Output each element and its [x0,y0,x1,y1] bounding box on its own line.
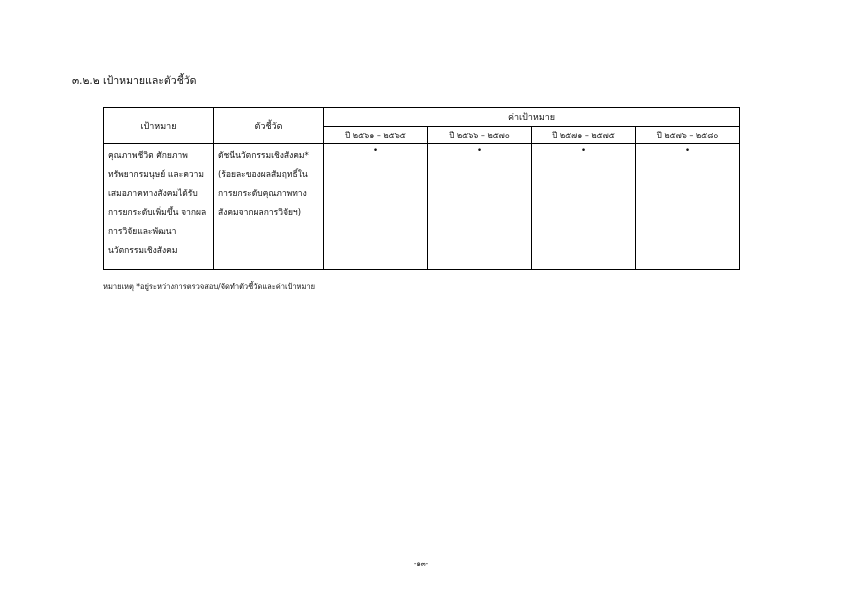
targets-table [103,107,740,270]
target-value-year-3: • [532,144,636,270]
target-value-year-4: • [636,144,740,270]
page-number: -๑๓- [413,560,429,568]
column-header-year-3: ปี ๒๕๗๑ – ๒๕๗๕ [532,127,636,144]
table-footnote: หมายเหตุ *อยู่ระหว่างการตรวจสอบ/จัดทำตัวชี้วัดและค่าเป้าหมาย [103,282,316,291]
goal-cell: คุณภาพชีวิต ศักยภาพทรัพยากรมนุษย์ และความเสมอภาคทางสังคมได้รับการยกระดับเพิ่มขึ้น จากผลการวิจัยและพัฒนานวัตกรรมเชิงสังคม [104,144,214,270]
target-value-year-2: • [428,144,532,270]
table-header-row [104,108,740,127]
table-row [104,144,740,270]
column-header-target-values: ค่าเป้าหมาย [324,108,740,127]
target-value-year-1: • [324,144,428,270]
section-heading: ๓.๒.๒ เป้าหมายและตัวชี้วัด [72,75,197,87]
column-header-year-4: ปี ๒๕๗๖ – ๒๕๘๐ [636,127,740,144]
column-header-year-2: ปี ๒๕๖๖ – ๒๕๗๐ [428,127,532,144]
column-header-year-1: ปี ๒๕๖๑ – ๒๕๖๕ [324,127,428,144]
indicator-cell: ดัชนีนวัตกรรมเชิงสังคม* (ร้อยละของผลสัมฤทธิ์ในการยกระดับคุณภาพทางสังคมจากผลการวิจัยฯ) [214,144,324,270]
column-header-indicator: ตัวชี้วัด [214,108,324,144]
column-header-goal: เป้าหมาย [104,108,214,144]
